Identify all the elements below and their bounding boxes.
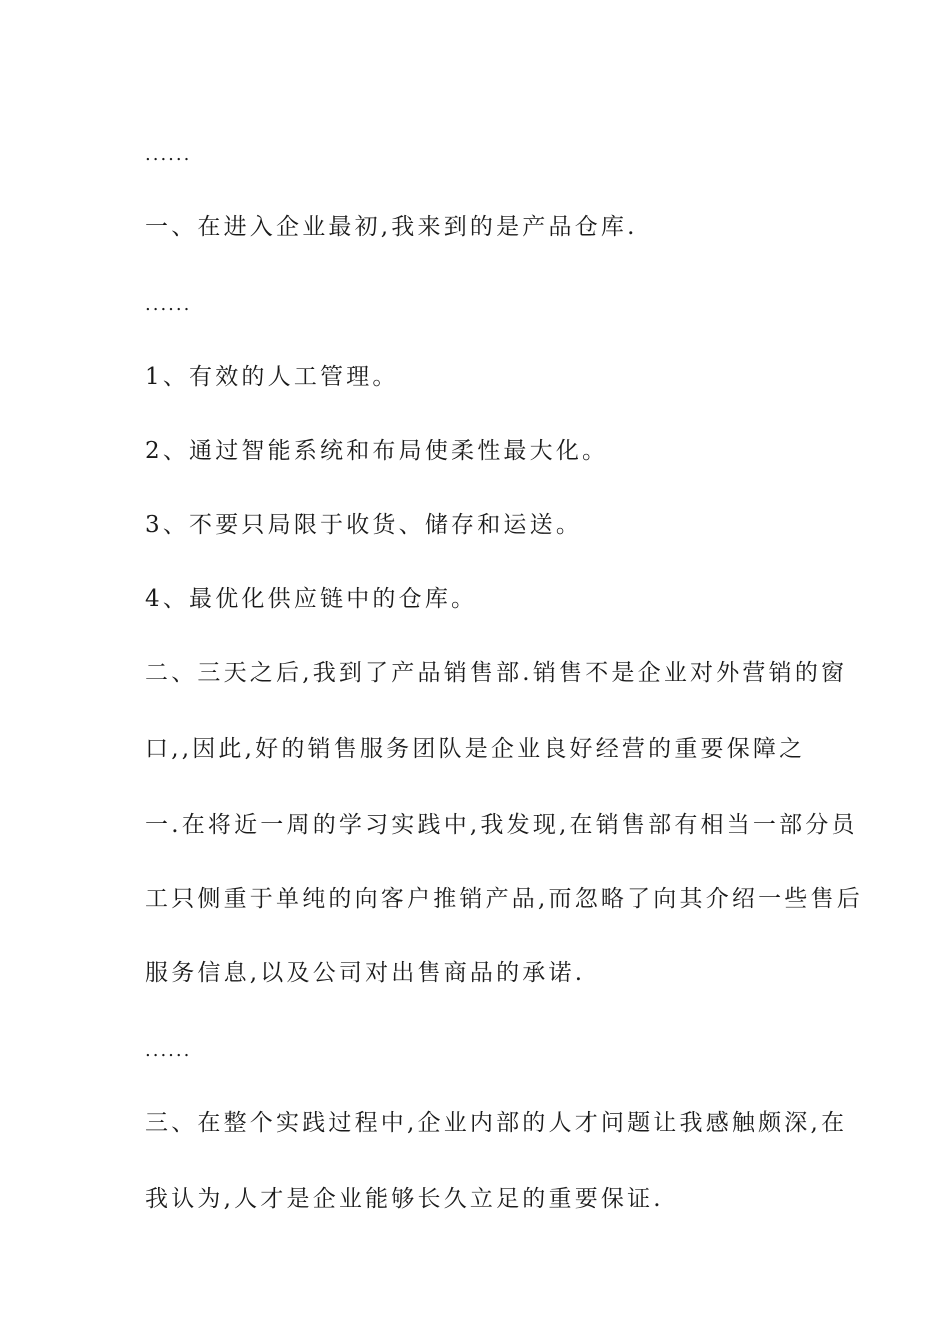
ellipsis-separator: ...... xyxy=(145,294,192,315)
ellipsis-separator: ...... xyxy=(145,1040,192,1061)
paragraph-line: 服务信息,以及公司对出售商品的承诺. xyxy=(145,960,586,986)
list-item: 3、不要只局限于收货、储存和运送。 xyxy=(145,512,583,538)
paragraph-line: 二、三天之后,我到了产品销售部.销售不是企业对外营销的窗 xyxy=(145,660,848,686)
list-item: 1、有效的人工管理。 xyxy=(145,364,399,390)
section-one-heading: 一、在进入企业最初,我来到的是产品仓库. xyxy=(145,214,638,240)
paragraph-line: 三、在整个实践过程中,企业内部的人才问题让我感触颇深,在 xyxy=(145,1110,848,1136)
paragraph-line: 工只侧重于单纯的向客户推销产品,而忽略了向其介绍一些售后 xyxy=(145,886,863,912)
paragraph-line: 口,,因此,好的销售服务团队是企业良好经营的重要保障之 xyxy=(145,736,806,762)
list-item: 4、最优化供应链中的仓库。 xyxy=(145,586,478,612)
list-item: 2、通过智能系统和布局使柔性最大化。 xyxy=(145,438,609,464)
paragraph-line: 我认为,人才是企业能够长久立足的重要保证. xyxy=(145,1186,664,1212)
paragraph-line: 一.在将近一周的学习实践中,我发现,在销售部有相当一部分员 xyxy=(145,812,858,838)
ellipsis-separator: ...... xyxy=(145,144,192,165)
